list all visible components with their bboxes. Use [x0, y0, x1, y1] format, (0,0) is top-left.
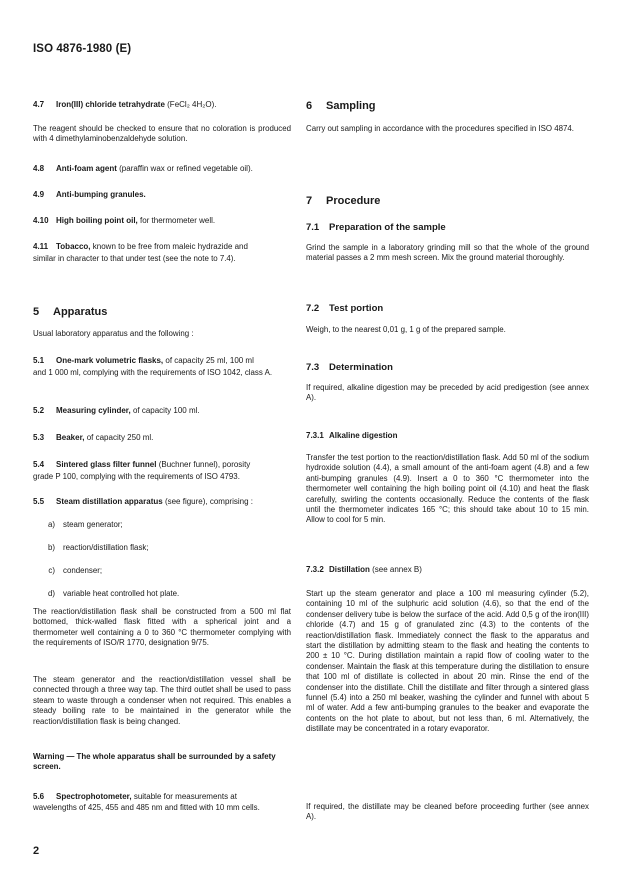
section-7-1-text: Grind the sample in a laboratory grinding mill so that the whole of the ground material passes a 2 mm mesh screen. Mix the ground material thoroughly. — [306, 243, 589, 263]
section-5-3-heading: 5.3 Beaker, of capacity 250 ml. — [33, 433, 154, 442]
section-7-2-heading: 7.2 Test portion — [306, 303, 384, 314]
section-5-1-heading: 5.1 One-mark volumetric flasks, of capacity 25 ml, 100 ml — [33, 356, 254, 365]
page-number: 2 — [33, 845, 40, 857]
section-5-4-text: grade P 100, complying with the requirements of ISO 4793. — [33, 472, 240, 481]
section-5-heading: 5 Apparatus — [33, 306, 108, 318]
section-7-2-text: Weigh, to the nearest 0,01 g, 1 g of the prepared sample. — [306, 325, 506, 334]
section-4-8-heading: 4.8 Anti-foam agent (paraffin wax or refined vegetable oil). — [33, 164, 253, 173]
list-item: b) reaction/distillation flask; — [47, 543, 149, 552]
section-7-3-2-text2: If required, the distillate may be cleaned before proceeding further (see annex A). — [306, 802, 589, 822]
section-4-9-heading: 4.9 Anti-bumping granules. — [33, 190, 146, 199]
section-4-10-heading: 4.10 High boiling point oil, for thermometer well. — [33, 216, 216, 225]
section-4-7-text: The reagent should be checked to ensure that no coloration is produced with 4 dimethylaminobenzaldehyde solution. — [33, 124, 291, 144]
section-5-6-heading: 5.6 Spectrophotometer, suitable for measurements at — [33, 792, 237, 801]
section-5-1-text: and 1 000 ml, complying with the requirements of ISO 1042, class A. — [33, 368, 273, 377]
section-5-6-text: wavelengths of 425, 455 and 485 nm and fitted with 10 mm cells. — [33, 803, 260, 812]
section-5-2-heading: 5.2 Measuring cylinder, of capacity 100 ml. — [33, 406, 200, 415]
list-item: d) variable heat controlled hot plate. — [47, 589, 180, 598]
section-5-5-heading: 5.5 Steam distillation apparatus (see figure), comprising : — [33, 497, 253, 506]
section-4-11-text: similar in character to that under test (see the note to 7.4). — [33, 254, 236, 263]
section-7-3-2-text: Start up the steam generator and place a 100 ml measuring cylinder (5.2), containing 10 ml of the sulphuric acid solution (4.6), so that the end of the condenser delivery tube is below the surface of the acid. Add 0,5 g of the iron(III) chloride (4.7) and 15 g of granulated zinc (4.3) to the contents of the reaction/distillation flask. Immediately connect the flask to the apparatus and start the distillation by admitting steam to the flask and heating the contents to 200 ± 10 °C. During distillation maintain a rapid flow of cooling water to the condenser. Maintain the flask at this temperature during the distillation to ensure that 100 ml of distillate is collected in about 20 min. Rinse the end of the condenser into the distillate. Chill the distillate and filter through a sintered glass funnel (5.4) into a 250 ml beaker, washing the cylinder and funnel with about 5 ml of water. Add a few anti-bumping granules to the beaker and evaporate the contents on the hot plate to about, but not less than, 6 ml. Alternatively, the distillate may be concentrated in a rotary evaporator. — [306, 589, 589, 734]
section-4-11-heading: 4.11 Tobacco, known to be free from maleic hydrazide and — [33, 242, 248, 251]
section-6-heading: 6 Sampling — [306, 100, 376, 112]
section-6-text: Carry out sampling in accordance with the procedures specified in ISO 4874. — [306, 124, 574, 133]
section-7-3-2-heading: 7.3.2 Distillation (see annex B) — [306, 565, 422, 574]
section-5-4-heading: 5.4 Sintered glass filter funnel (Buchner funnel), porosity — [33, 460, 251, 469]
section-4-7-heading: 4.7 Iron(III) chloride tetrahydrate (FeCl₂ 4H₂O). — [33, 100, 217, 109]
section-7-3-text: If required, alkaline digestion may be preceded by acid predigestion (see annex A). — [306, 383, 589, 403]
section-7-1-heading: 7.1 Preparation of the sample — [306, 222, 446, 233]
safety-warning: Warning — The whole apparatus shall be surrounded by a safety screen. — [33, 752, 276, 772]
section-7-3-heading: 7.3 Determination — [306, 362, 393, 373]
list-item: c) condenser; — [48, 566, 103, 575]
section-5-5-para1: The reaction/distillation flask shall be constructed from a 500 ml flat bottomed, thick-walled flask fitted with a spherical joint and a thermometer well containing a 0 to 360 °C thermometer complying with the requirements of ISO/R 1770, designation 9/75. — [33, 607, 291, 648]
document-header: ISO 4876-1980 (E) — [33, 43, 132, 55]
section-7-3-1-heading: 7.3.1 Alkaline digestion — [306, 431, 398, 440]
section-7-3-1-text: Transfer the test portion to the reaction/distillation flask. Add 50 ml of the sodium hydroxide solution (4.4), a small amount of the anti-foam agent (4.8) and a few anti-bumping granules (4.9). Insert a 0 to 360 °C thermometer into the thermometer well containing the high boiling point oil (4.10) and heat the flask carefully, swirling the contents occasionally. Reduce the contents of the flask until the thermometer indicates 165 °C; this should take about 10 to 15 min. Allow to cool for 5 min. — [306, 453, 589, 525]
list-item: a) steam generator; — [47, 520, 123, 529]
section-7-heading: 7 Procedure — [306, 195, 381, 207]
section-5-intro: Usual laboratory apparatus and the following : — [33, 329, 194, 338]
section-5-5-para2: The steam generator and the reaction/distillation vessel shall be connected through a three way tap. The third outlet shall be used to pass steam to waste through a condenser when not required. This enables a steady boiling rate to be maintained in the generator while the reaction/distillation flask is being changed. — [33, 675, 291, 726]
